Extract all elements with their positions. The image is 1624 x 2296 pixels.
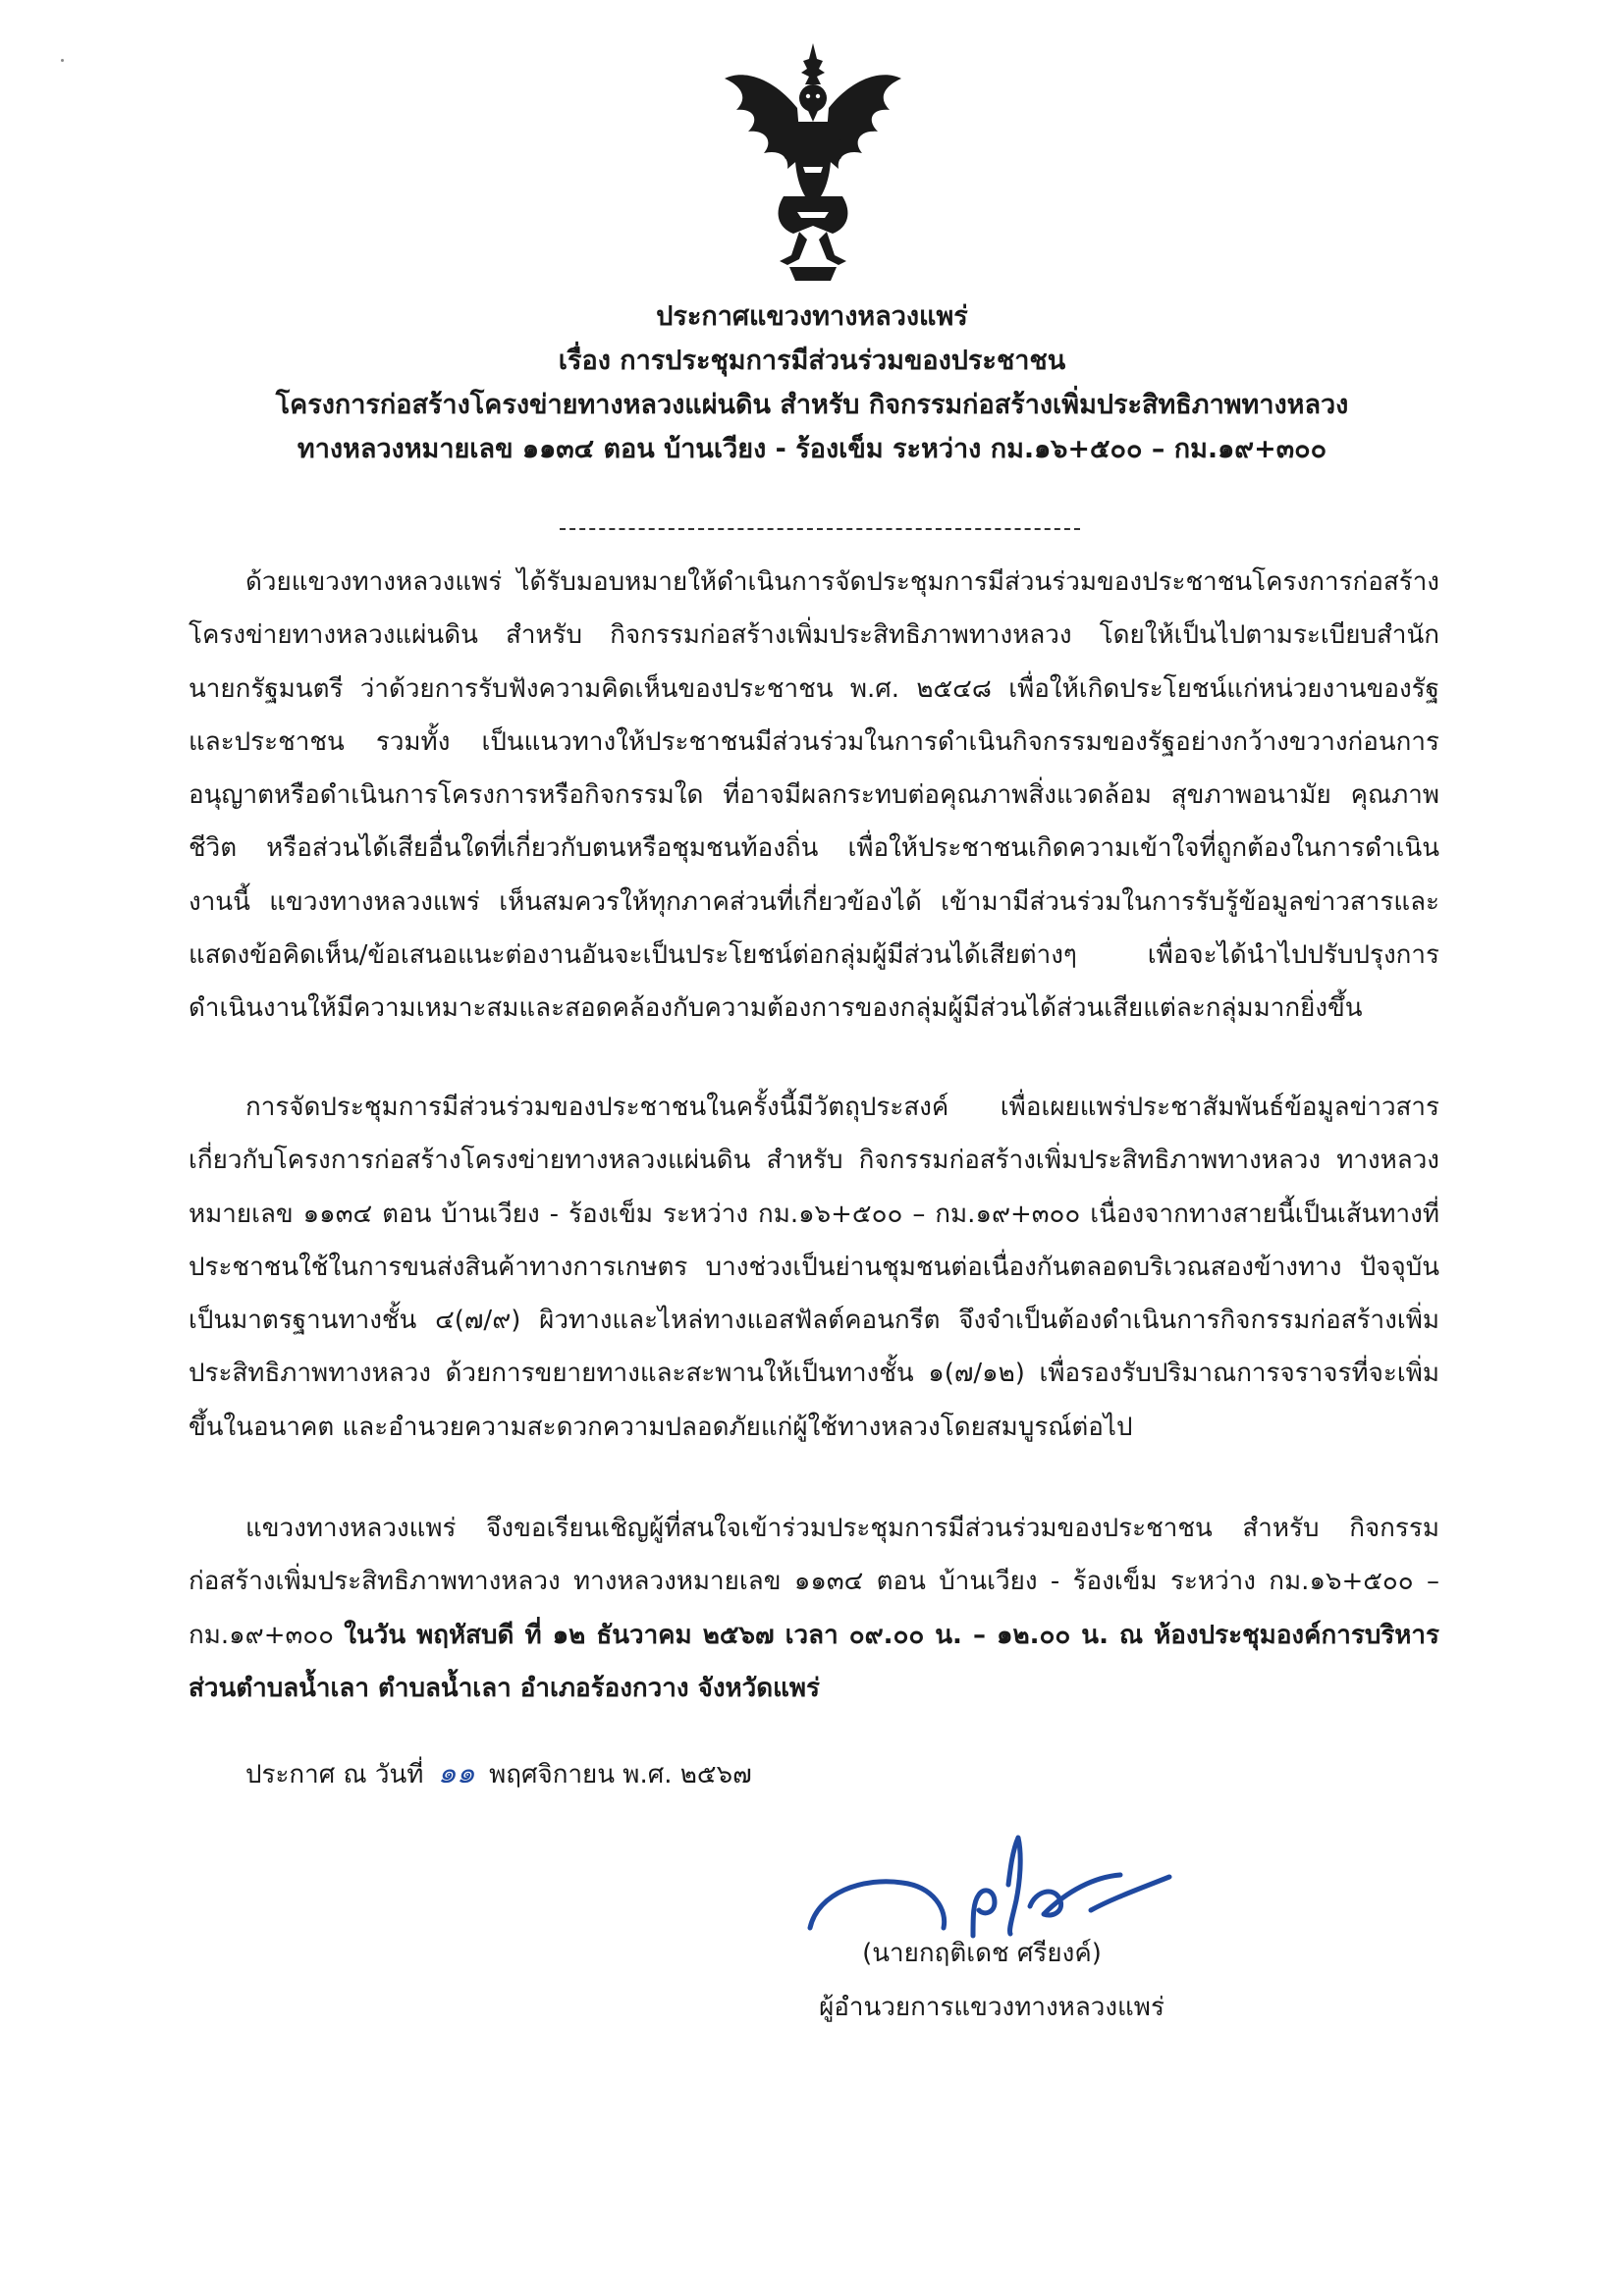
announcement-suffix: พฤศจิกายน พ.ศ. ๒๕๖๗: [489, 1760, 752, 1789]
signatory-name: (นายกฤติเดช ศรียงค์): [862, 1939, 1102, 1968]
header-divider: [560, 528, 1080, 530]
paragraph-text: การจัดประชุมการมีส่วนร่วมของประชาชนในครั้งนี้มีวัตถุประสงค์ เพื่อเผยแพร่ประชาสัมพันธ์ข้อมูลข่าวสารเกี่ยวกับโครงการก่อสร้างโครงข่ายทางหลวงแผ่นดิน สำหรับ กิจกรรมก่อสร้างเพิ่มประสิทธิภาพทางหลวง ทางหลวงหมายเลข ๑๑๓๔ ตอน บ้านเวียง - ร้องเข็ม ระหว่าง กม.๑๖+๕๐๐ – กม.๑๙+๓๐๐ เนื่องจากทางสายนี้เป็นเส้นทางที่ประชาชนใช้ในการขนส่งสินค้าทางการเกษตร บางช่วงเป็นย่านชุมชนต่อเนื่องกันตลอดบริเวณสองข้างทาง ปัจจุบันเป็นมาตรฐานทางชั้น ๔(๗/๙) ผิวทางและไหล่ทางแอสฟัลต์คอนกรีต จึงจำเป็นต้องดำเนินการกิจกรรมก่อสร้างเพิ่มประสิทธิภาพทางหลวง ด้วยการขยายทางและสะพานให้เป็นทางชั้น ๑(๗/๑๒) เพื่อรองรับปริมาณการจราจรที่จะเพิ่มขึ้นในอนาคต และอำนวยความสะดวกความปลอดภัยแก่ผู้ใช้ทางหลวงโดยสมบูรณ์ต่อไป: [189, 1093, 1439, 1442]
meeting-details: ในวัน พฤหัสบดี ที่ ๑๒ ธันวาคม ๒๕๖๗ เวลา ๐๙.๐๐ น. – ๑๒.๐๐ น. ณ ห้องประชุมองค์การบริหารส่วนตำบลน้ำเลา ตำบลน้ำเลา อำเภอร้องกวาง จังหวัดแพร่: [189, 1620, 1439, 1703]
header-agency: ประกาศแขวงทางหลวงแพร่: [656, 301, 968, 332]
body-paragraph-3: [189, 1502, 1439, 1715]
announcement-prefix: ประกาศ ณ วันที่: [245, 1760, 424, 1789]
body-paragraph-1: [189, 556, 1439, 1036]
garuda-emblem-icon: [715, 39, 911, 285]
paragraph-text: [189, 1502, 1439, 1715]
header-subject: เรื่อง การประชุมการมีส่วนร่วมของประชาชน: [558, 346, 1066, 376]
invitation-text: แขวงทางหลวงแพร่ จึงขอเรียนเชิญผู้ที่สนใจเข้าร่วมประชุมการมีส่วนร่วมของประชาชน สำหรับ กิจกรรมก่อสร้างเพิ่มประสิทธิภาพทางหลวง ทางหลวงหมายเลข ๑๑๓๔ ตอน บ้านเวียง - ร้องเข็ม ระหว่าง กม.๑๖+๕๐๐ – กม.๑๙+๓๐๐: [189, 1514, 1439, 1650]
paragraph-text: ด้วยแขวงทางหลวงแพร่ ได้รับมอบหมายให้ดำเนินการจัดประชุมการมีส่วนร่วมของประชาชนโครงการก่อสร้างโครงข่ายทางหลวงแผ่นดิน สำหรับ กิจกรรมก่อสร้างเพิ่มประสิทธิภาพทางหลวง โดยให้เป็นไปตามระเบียบสำนักนายกรัฐมนตรี ว่าด้วยการรับฟังความคิดเห็นของประชาชน พ.ศ. ๒๕๔๘ เพื่อให้เกิดประโยชน์แก่หน่วยงานของรัฐและประชาชน รวมทั้ง เป็นแนวทางให้ประชาชนมีส่วนร่วมในการดำเนินกิจกรรมของรัฐอย่างกว้างขวางก่อนการอนุญาตหรือดำเนินการโครงการหรือกิจกรรมใด ที่อาจมีผลกระทบต่อคุณภาพสิ่งแวดล้อม สุขภาพอนามัย คุณภาพชีวิต หรือส่วนได้เสียอื่นใดที่เกี่ยวกับตนหรือชุมชนท้องถิ่น เพื่อให้ประชาชนเกิดความเข้าใจที่ถูกต้องในการดำเนินงานนี้ แขวงทางหลวงแพร่ เห็นสมควรให้ทุกภาคส่วนที่เกี่ยวข้องได้ เข้ามามีส่วนร่วมในการรับรู้ข้อมูลข่าวสารและแสดงข้อคิดเห็น/ข้อเสนอแนะต่องานอันจะเป็นประโยชน์ต่อกลุ่มผู้มีส่วนได้เสียต่างๆ เพื่อจะได้นำไปปรับปรุงการดำเนินงานให้มีความเหมาะสมและสอดคล้องกับความต้องการของกลุ่มผู้มีส่วนได้ส่วนเสียแต่ละกลุ่มมากยิ่งขึ้น: [189, 567, 1439, 1024]
document-header: [147, 294, 1477, 471]
header-route: ทางหลวงหมายเลข ๑๑๓๔ ตอน บ้านเวียง - ร้องเข็ม ระหว่าง กม.๑๖+๕๐๐ – กม.๑๙+๓๐๐: [297, 434, 1327, 464]
body-paragraph-2: [189, 1081, 1439, 1454]
announcement-date: [245, 1747, 752, 1801]
announcement-day: ๑๑: [437, 1756, 475, 1790]
scan-speck: [61, 59, 64, 62]
header-project: โครงการก่อสร้างโครงข่ายทางหลวงแผ่นดิน สำหรับ กิจกรรมก่อสร้างเพิ่มประสิทธิภาพทางหลวง: [275, 390, 1349, 420]
signatory-position: ผู้อำนวยการแขวงทางหลวงแพร่: [819, 1993, 1164, 2022]
